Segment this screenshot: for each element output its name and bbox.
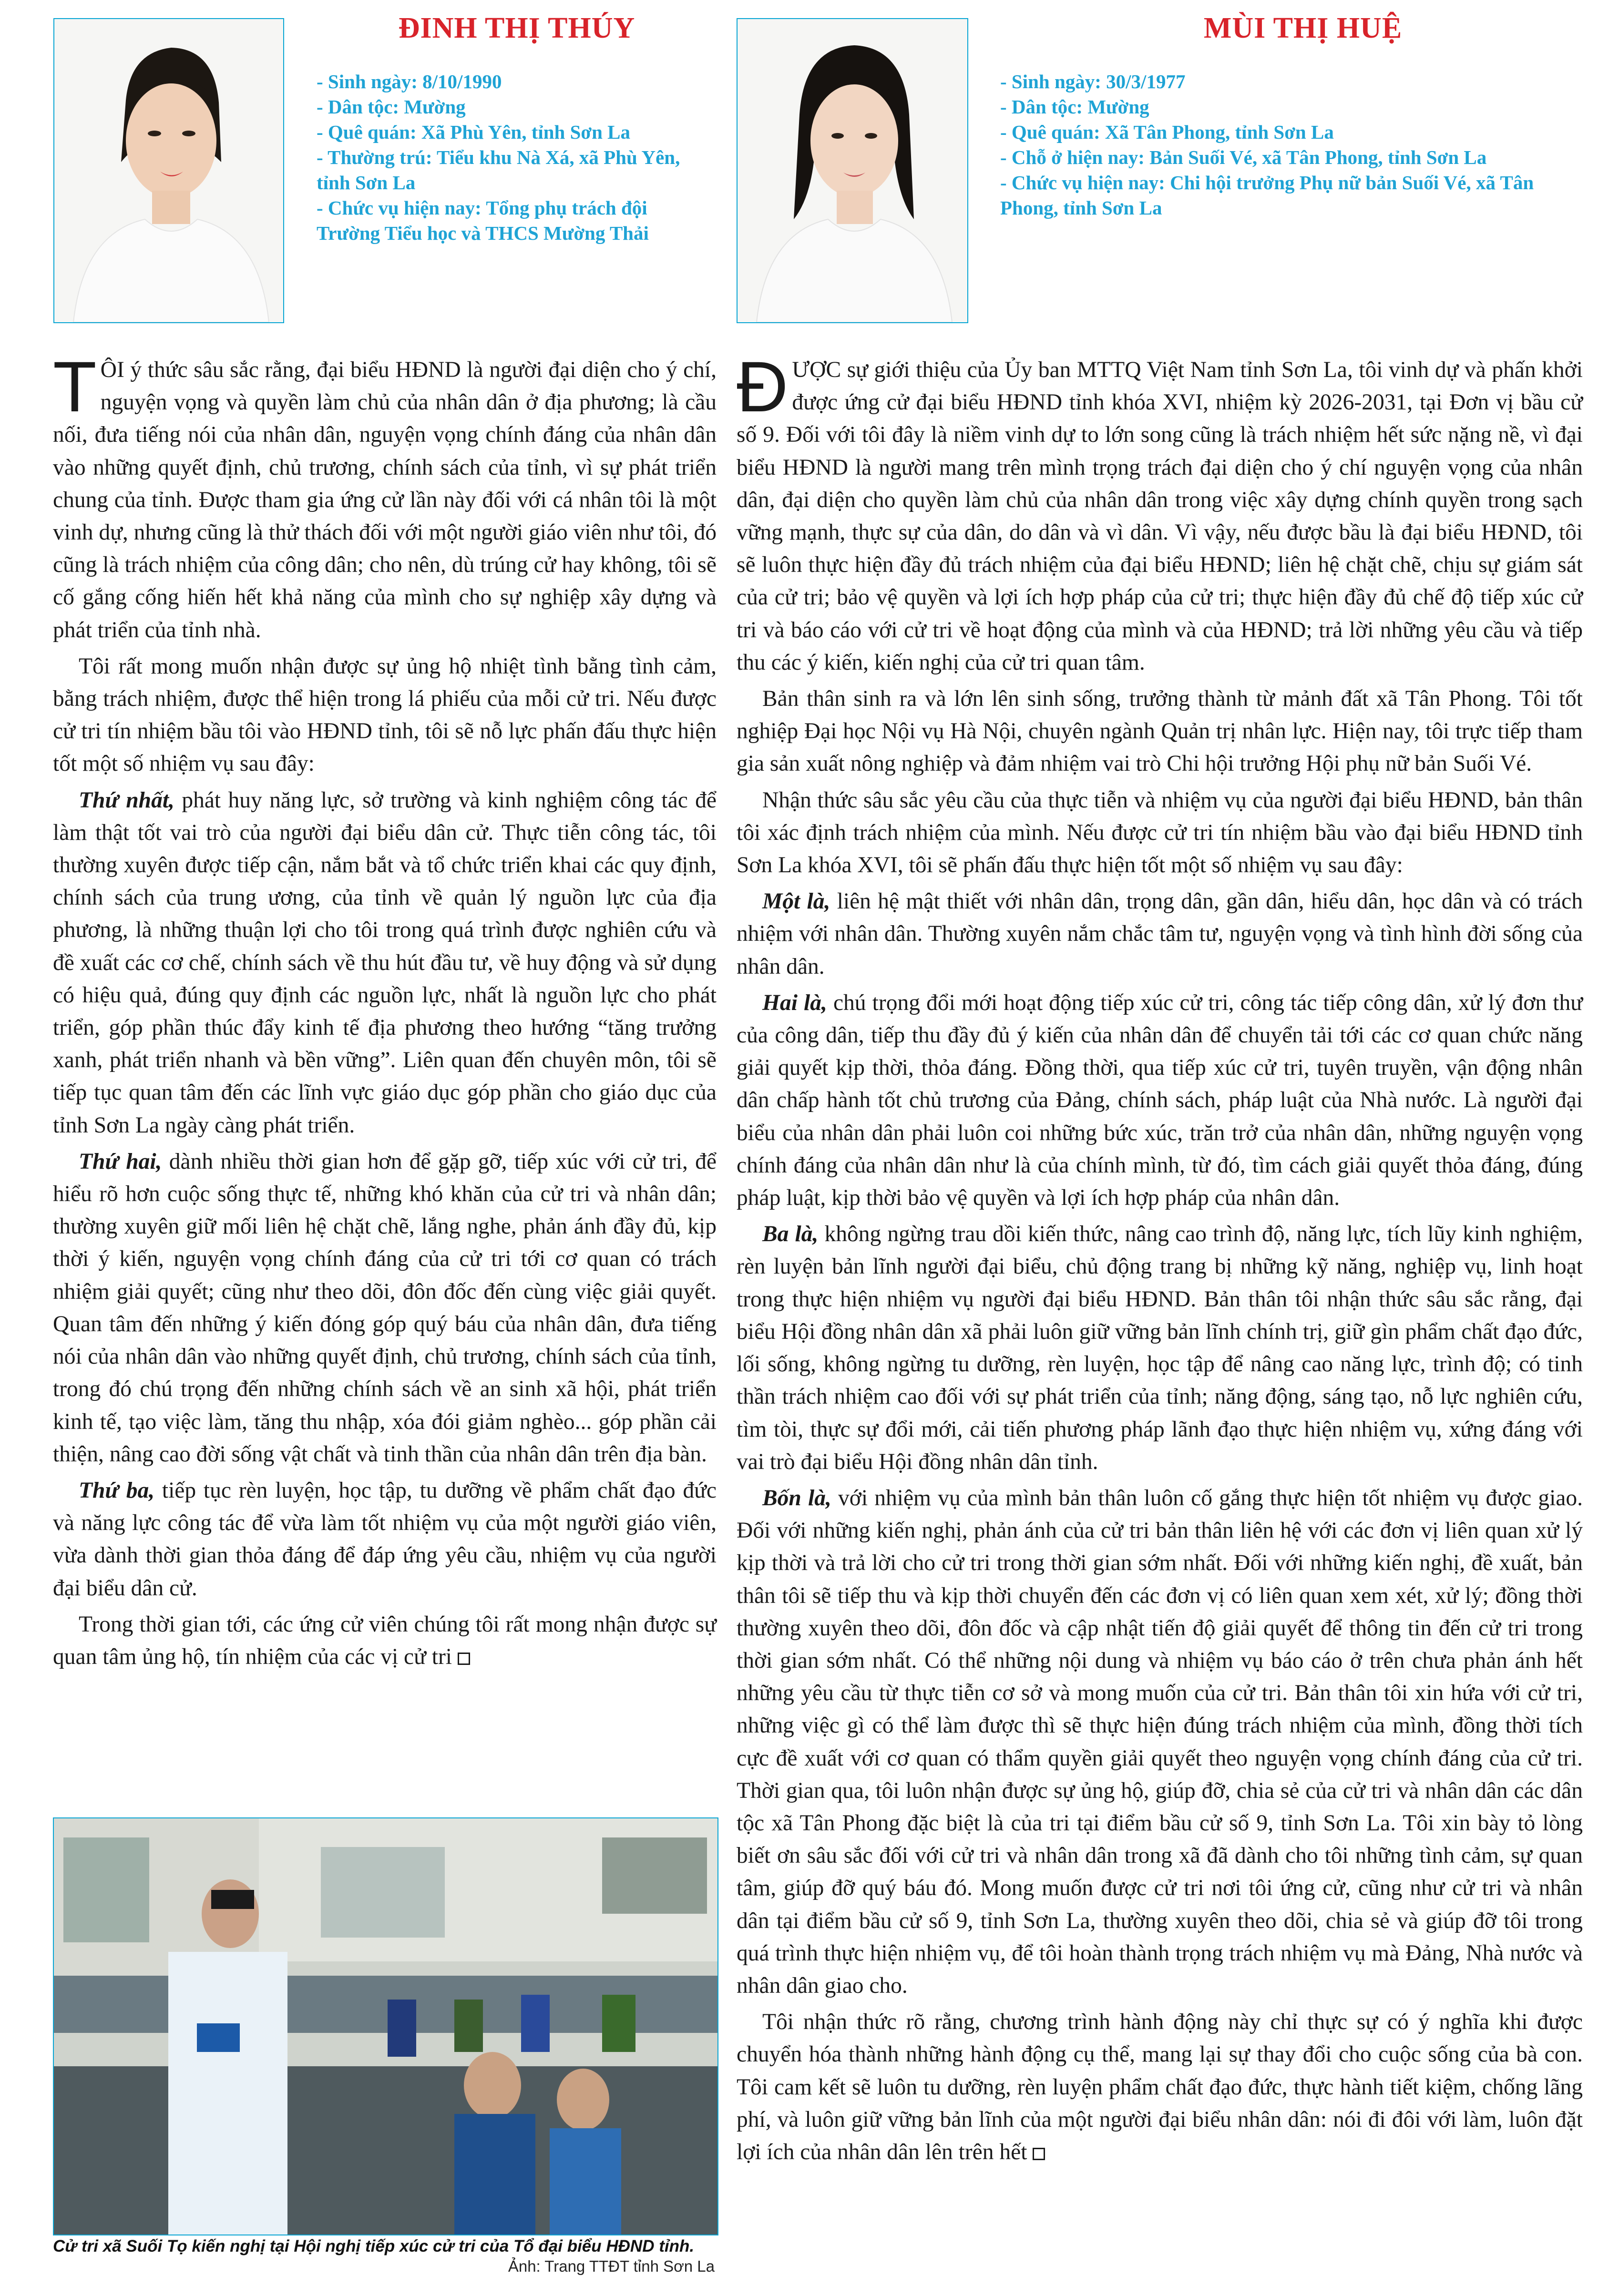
paragraph: Tôi nhận thức rõ rằng, chương trình hành động này chỉ thực sự có ý nghĩa khi được chuyển hóa thành những hành động cụ thể, mang lại sự thay đổi cho cuộc sống của bà con. Tôi cam kết sẽ luôn tu dưỡng, rèn luyện phẩm chất đạo đức, thực hành tiết kiệm, chống lãng phí, và luôn giữ vững bản lĩnh của một người đại biểu nhân dân: nói đi đôi với làm, luôn đặt lợi ích của nhân dân lên trên hết (737, 2010, 1583, 2164)
paragraph: Thứ nhất, phát huy năng lực, sở trường và kinh nghiệm công tác để làm thật tốt vai trò của người đại biểu dân cử. Thực tiễn công tác, tôi thường xuyên được tiếp cận, nắm bắt và tổ chức triển khai các quy định, chính sách của trung ương, của tỉnh về quản lý nguồn lực của địa phương, là những thuận lợi cho tôi trong quá trình được nghiên cứu và đề xuất các cơ chế, chính sách về thu hút đầu tư, về huy động và sử dụng có hiệu quả, đúng quy định các nguồn lực, nhất là nguồn lực cho phát triển, góp phần thúc đẩy kinh tế địa phương theo hướng “tăng trưởng xanh, phát triển nhanh và bền vững”. Liên quan đến chuyên môn, tôi sẽ tiếp tục quan tâm đến các lĩnh vực giáo dục góp phần cho giáo dục của tỉnh Sơn La ngày càng phát triển. (53, 787, 717, 1138)
bio-birthdate: - Sinh ngày: 30/3/1977 (1000, 71, 1186, 92)
article-column-left (53, 347, 717, 1677)
paragraph: Một là, liên hệ mật thiết với nhân dân, trọng dân, gần dân, hiểu dân, học dân và có trách nhiệm với nhân dân. Thường xuyên nắm chắc tâm tư, nguyện vọng và tình hình đời sống của nhân dân. (737, 889, 1583, 979)
lead-phrase: Ba là, (762, 1222, 819, 1247)
paragraph: Thứ hai, dành nhiều thời gian hơn để gặp gỡ, tiếp xúc với cử tri, để hiểu rõ hơn cuộc sống thực tế, những khó khăn của cử tri và nhân dân; thường xuyên giữ mối liên hệ chặt chẽ, lắng nghe, phản ánh đầy đủ, kịp thời ý kiến, nguyện vọng chính đáng của cử tri tới cơ quan có trách nhiệm giải quyết; cũng như theo dõi, đôn đốc đến cùng việc giải quyết. Quan tâm đến những ý kiến đóng góp quý báu của nhân dân, đưa tiếng nói của nhân dân vào những quyết định, chủ trương, chính sách của tỉnh, trong đó chú trọng đến những chính sách về an sinh xã hội, phát triển kinh tế, tạo việc làm, tăng thu nhập, xóa đói giảm nghèo... góp phần cải thiện, nâng cao đời sống vật chất và tinh thần của nhân dân trên địa bàn. (53, 1149, 717, 1467)
candidate-bio-left (317, 11, 707, 246)
bio-hometown: - Quê quán: Xã Tân Phong, tỉnh Sơn La (1000, 121, 1334, 143)
paragraph: Nhận thức sâu sắc yêu cầu của thực tiễn và nhiệm vụ của người đại biểu HĐND, bản thân tôi xác định trách nhiệm của mình. Nếu được cử tri tín nhiệm bầu vào đại biểu HĐND tỉnh Sơn La khóa XVI, tôi sẽ phấn đấu thực hiện tốt một số nhiệm vụ sau đây: (737, 787, 1583, 878)
portrait-mui-thi-hue (737, 18, 968, 323)
paragraph: Hai là, chú trọng đổi mới hoạt động tiếp xúc cử tri, công tác tiếp công dân, xử lý đơn thư của công dân, tiếp thu đầy đủ ý kiến của nhân dân để chuyển tải tới các cơ quan chức năng giải quyết kịp thời, thỏa đáng. Đồng thời, qua tiếp xúc cử tri, tuyên truyền, vận động nhân dân chấp hành tốt chủ trương của Đảng, chính sách, pháp luật của Nhà nước. Là người đại biểu của nhân dân phải luôn coi những bức xúc, trăn trở của nhân dân, những nguyện vọng chính đáng của nhân dân như là của chính mình, từ đó, tìm cách giải quyết thỏa đáng, đúng pháp luật, kịp thời bảo vệ quyền và lợi ích hợp pháp của nhân dân. (737, 990, 1583, 1211)
bio-details (317, 69, 707, 246)
paragraph: Thứ ba, tiếp tục rèn luyện, học tập, tu dưỡng về phẩm chất đạo đức và năng lực công tác để vừa làm tốt nhiệm vụ của một người giáo viên, vừa dành thời gian thỏa đáng để đáp ứng yêu cầu, nhiệm vụ của người đại biểu dân cử. (53, 1478, 717, 1601)
bio-position: - Chức vụ hiện nay: Chi hội trưởng Phụ nữ bản Suối Vé, xã Tân Phong, tỉnh Sơn La (1000, 172, 1534, 219)
paragraph: Tôi rất mong muốn nhận được sự ủng hộ nhiệt tình bằng tình cảm, bằng trách nhiệm, được thể hiện trong lá phiếu của mỗi cử tri. Nếu được cử tri tín nhiệm bầu tôi vào HĐND tỉnh, tôi sẽ nỗ lực phấn đấu thực hiện tốt một số nhiệm vụ sau đây: (53, 653, 717, 776)
bio-position: - Chức vụ hiện nay: Tổng phụ trách đội Trường Tiểu học và THCS Mường Thải (317, 197, 649, 244)
paragraph: TÔI ý thức sâu sắc rằng, đại biểu HĐND là người đại diện cho ý chí, nguyện vọng và quyền làm chủ của nhân dân ở địa phương; là cầu nối, đưa tiếng nói của nhân dân, nguyện vọng chính đáng của nhân dân vào những quyết định, chủ trương, chính sách của tỉnh, vì sự phát triển chung của tỉnh. Được tham gia ứng cử lần này đối với cá nhân tôi là một vinh dự, nhưng cũng là thử thách đối với một người giáo viên như tôi, đó cũng là trách nhiệm của công dân; cho nên, dù trúng cử hay không, tôi sẽ cố gắng cống hiến hết khả năng của mình cho sự nghiệp xây dựng và phát triển của tỉnh nhà. (53, 347, 717, 643)
end-mark-icon (1033, 2148, 1045, 2160)
bio-ethnicity: - Dân tộc: Mường (317, 96, 466, 118)
bio-ethnicity: - Dân tộc: Mường (1000, 96, 1149, 118)
end-mark-icon (458, 1653, 470, 1665)
bio-details (1000, 69, 1587, 221)
lead-phrase: Một là, (762, 889, 830, 914)
candidate-name: MÙI THỊ HUỆ (1203, 12, 1403, 44)
paragraph: Ba là, không ngừng trau dồi kiến thức, nâng cao trình độ, năng lực, tích lũy kinh nghiệm, rèn luyện bản lĩnh người đại biểu, chủ động trang bị những kỹ năng, nghiệp vụ, linh hoạt trong thực hiện nhiệm vụ người đại biểu HĐND. Bản thân tôi nhận thức sâu sắc rằng, đại biểu Hội đồng nhân dân xã phải luôn giữ vững bản lĩnh chính trị, giữ gìn phẩm chất đạo đức, lối sống, không ngừng tu dưỡng, rèn luyện, học tập để nâng cao năng lực, trình độ; có tinh thần trách nhiệm cao đối với sự phát triển của tỉnh; năng động, sáng tạo, nỗ lực nghiên cứu, tìm tòi, thực sự đổi mới, cải tiến phương pháp lãnh đạo thực hiện nhiệm vụ, xứng đáng với vai trò đại biểu Hội đồng nhân dân tỉnh. (737, 1222, 1583, 1474)
photo-caption (53, 2236, 717, 2275)
paragraph: Bốn là, với nhiệm vụ của mình bản thân luôn cố gắng thực hiện tốt nhiệm vụ được giao. Đối với những kiến nghị, phản ánh của cử tri bản thân liên hệ với các đơn vị liên quan xử lý kịp thời và trả lời cho cử tri trong thời gian sớm nhất. Đối với những kiến nghị, đề xuất, bản thân tôi sẽ tiếp thu và kịp thời chuyển đến các đơn vị có liên quan xem xét, xử lý; đồng thời thường xuyên theo dõi, đôn đốc và cập nhật tiến độ giải quyết để thông tin đến cử tri trong thời gian sớm nhất. Có thể những nội dung và nhiệm vụ báo cáo ở trên chưa phản ánh hết những yêu cầu từ thực tiễn cơ sở và mong muốn của cử tri. Bản thân tôi xin hứa với cử tri, những việc gì có thể làm được thì sẽ thực hiện đúng trách nhiệm của mình, đồng thời tích cực đề xuất với cơ quan có thẩm quyền giải quyết theo nguyện vọng chính đáng của cử tri. Thời gian qua, tôi luôn nhận được sự ủng hộ, giúp đỡ, chia sẻ của cử tri và nhân dân các dân tộc xã Tân Phong đặc biệt là của tri tại điểm bầu cử số 9, tỉnh Sơn La. Tôi xin bày tỏ lòng biết ơn sâu sắc đối với cử tri và nhân dân trong xã đã dành cho tôi những tình cảm, sự quan tâm, giúp đỡ quý báu đó. Mong muốn được cử tri nơi tôi ứng cử, cũng như cử tri và nhân dân tại điểm bầu cử số 9, tỉnh Sơn La, thường xuyên theo dõi, chia sẻ và giúp đỡ tôi trong quá trình thực hiện nhiệm vụ, để tôi hoàn thành trọng trách nhiệm vụ mà Đảng, Nhà nước và nhân dân giao cho. (737, 1485, 1583, 1998)
photo-credit: Ảnh: Trang TTĐT tỉnh Sơn La (508, 2257, 715, 2275)
lead-phrase: Thứ nhất, (79, 787, 174, 813)
lead-phrase: Thứ ba, (79, 1478, 155, 1503)
portrait-dinh-thi-thuy (53, 18, 284, 323)
bio-residence: - Chỗ ở hiện nay: Bản Suối Vé, xã Tân Phong, tỉnh Sơn La (1000, 146, 1487, 168)
candidate-name: ĐINH THỊ THÚY (398, 12, 635, 44)
lead-phrase: Hai là, (762, 990, 827, 1015)
paragraph: ĐƯỢC sự giới thiệu của Ủy ban MTTQ Việt Nam tỉnh Sơn La, tôi vinh dự và phấn khởi được ứng cử đại biểu HĐND tỉnh khóa XVI, nhiệm kỳ 2026-2031, tại Đơn vị bầu cử số 9. Đối với tôi đây là niềm vinh dự to lớn song cũng là trách nhiệm hết sức nặng nề, vì đại biểu HĐND là người mang trên mình trọng trách đại diện cho ý chí nguyện vọng của nhân dân, đại diện cho quyền làm chủ của nhân dân trong việc xây dựng chính quyền trong sạch vững mạnh, thực sự của dân, do dân và vì dân. Vì vậy, nếu được bầu là đại biểu HĐND, tôi sẽ luôn thực hiện đầy đủ trách nhiệm của đại biểu HĐND; liên hệ chặt chẽ, chịu sự giám sát của cử tri; bảo vệ quyền và lợi ích hợp pháp của cử tri; thực hiện đầy đủ chế độ tiếp xúc cử tri và báo cáo với cử tri về hoạt động của mình và của HĐND; trả lời những yêu cầu và tiếp thu các ý kiến, kiến nghị của cử tri quan tâm. (737, 347, 1583, 675)
paragraph: Trong thời gian tới, các ứng cử viên chúng tôi rất mong nhận được sự quan tâm ủng hộ, tín nhiệm của các vị cử tri (53, 1612, 717, 1669)
bio-residence: - Thường trú: Tiểu khu Nà Xá, xã Phù Yên, tỉnh Sơn La (317, 146, 680, 194)
lead-phrase: Bốn là, (762, 1485, 831, 1510)
bio-birthdate: - Sinh ngày: 8/10/1990 (317, 71, 502, 92)
paragraph: Bản thân sinh ra và lớn lên sinh sống, trưởng thành từ mảnh đất xã Tân Phong. Tôi tốt nghiệp Đại học Nội vụ Hà Nội, chuyên ngành Quản trị nhân lực. Hiện nay, tôi trực tiếp tham gia sản xuất nông nghiệp và đảm nhiệm vai trò Chi hội trưởng Hội phụ nữ bản Suối Vé. (737, 686, 1583, 776)
bio-hometown: - Quê quán: Xã Phù Yên, tỉnh Sơn La (317, 121, 631, 143)
drop-cap: Đ (737, 347, 789, 427)
lead-phrase: Thứ hai, (79, 1149, 162, 1174)
caption-text: Cử tri xã Suối Tọ kiến nghị tại Hội nghị tiếp xúc cử tri của Tổ đại biểu HĐND tỉnh. (53, 2237, 695, 2255)
article-column-right (737, 347, 1583, 2172)
meeting-photo (53, 1817, 718, 2235)
candidate-bio-right (1000, 11, 1587, 221)
drop-cap: T (53, 347, 97, 427)
